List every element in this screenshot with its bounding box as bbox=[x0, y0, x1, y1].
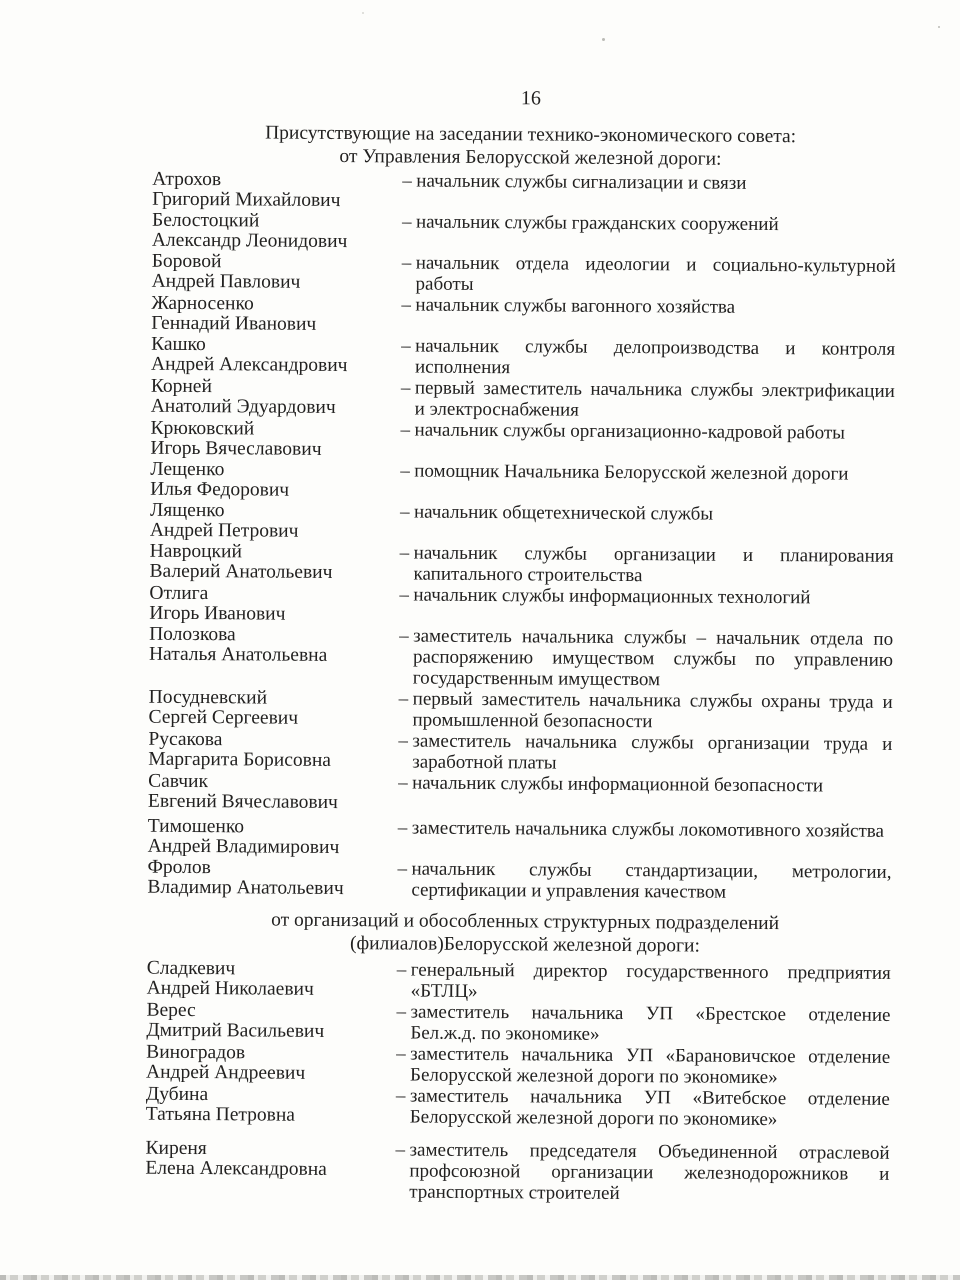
attendee-position bbox=[402, 170, 896, 194]
dash-marker: – bbox=[401, 335, 411, 357]
dash-marker: – bbox=[402, 170, 412, 192]
attendee-name bbox=[150, 541, 400, 584]
attendee-position-text: заместитель начальника УП «Витебское отделение Белорусской железной дороги по экономике» bbox=[409, 1085, 890, 1131]
heading-line: от Управления Белорусской железной дороги: bbox=[339, 146, 722, 170]
attendee-given-names: Андрей Павлович bbox=[151, 270, 301, 293]
attendee-surname: Фролов bbox=[147, 856, 211, 879]
attendee-position-text: начальник отдела идеологии и социально-культурной работы bbox=[415, 252, 896, 295]
attendee-name bbox=[148, 687, 398, 730]
attendee-entry bbox=[152, 210, 896, 256]
attendee-position-text: начальник службы информационной безопасности bbox=[412, 772, 824, 797]
attendee-entry bbox=[148, 729, 892, 776]
attendee-entry bbox=[150, 500, 894, 546]
attendee-position-text: начальник службы делопроизводства и контроля исполнения bbox=[414, 335, 896, 379]
attendee-position-text: генеральный директор государственного предприятия «БТЛЦ» bbox=[410, 959, 891, 1002]
section-management bbox=[0, 120, 960, 905]
attendee-position bbox=[402, 211, 896, 235]
dash-marker: – bbox=[401, 211, 412, 233]
attendee-entry bbox=[146, 1000, 890, 1047]
attendee-position-text: первый заместитель начальника службы электрификации и электроснабжения bbox=[414, 377, 895, 421]
attendee-entry bbox=[148, 816, 892, 862]
attendee-entry bbox=[145, 1138, 889, 1206]
scan-speck bbox=[938, 26, 940, 28]
attendee-position-text: начальник службы стандартизации, метрологии, сертификации и управления качеством bbox=[411, 858, 892, 903]
attendee-name bbox=[148, 729, 398, 772]
dash-marker: – bbox=[397, 817, 408, 839]
scan-speck bbox=[602, 38, 605, 41]
attendee-position bbox=[402, 252, 896, 297]
section-organizations bbox=[0, 907, 957, 1207]
attendee-position-text: помощник Начальника Белорусской железной дороги bbox=[414, 460, 849, 485]
attendee-given-names: Игорь Иванович bbox=[149, 602, 286, 625]
attendee-name bbox=[149, 583, 399, 626]
attendee-position bbox=[398, 730, 892, 775]
attendee-position bbox=[396, 1085, 890, 1130]
attendee-name bbox=[147, 958, 397, 1001]
attendee-list-organizations bbox=[0, 957, 957, 1207]
heading-line: от организаций и обособленных структурных подразделений bbox=[271, 909, 780, 935]
attendee-surname: Атрохов bbox=[152, 168, 222, 191]
attendee-position bbox=[401, 377, 895, 422]
attendee-given-names: Андрей Петрович bbox=[149, 519, 299, 542]
attendee-name bbox=[146, 1000, 396, 1043]
attendee-entry bbox=[147, 857, 891, 904]
dash-marker: – bbox=[399, 542, 410, 564]
dash-marker: – bbox=[396, 959, 407, 981]
attendee-surname: Боровой bbox=[151, 250, 222, 273]
attendee-position-text: заместитель начальника службы – начальник отдела по распоряжению имуществом службы по управлению государственным имуществом bbox=[412, 625, 894, 691]
attendee-given-names: Григорий Михайлович bbox=[152, 188, 341, 212]
attendee-entry bbox=[150, 418, 894, 464]
attendee-given-names: Андрей Владимирович bbox=[147, 835, 340, 859]
section-organizations-heading bbox=[45, 907, 960, 960]
attendee-entry bbox=[146, 1042, 890, 1089]
attendee-surname: Киреня bbox=[145, 1137, 207, 1160]
attendee-position bbox=[399, 625, 893, 691]
attendee-position-text: начальник службы организационно-кадровой работы bbox=[414, 419, 846, 444]
dash-marker: – bbox=[401, 252, 412, 274]
attendee-name bbox=[152, 251, 402, 294]
attendee-position-text: начальник общетехнической службы bbox=[413, 501, 714, 525]
attendee-name bbox=[145, 1138, 395, 1181]
attendee-given-names: Дмитрий Васильевич bbox=[146, 1019, 325, 1042]
dash-marker: – bbox=[400, 419, 411, 441]
attendee-position bbox=[396, 1043, 890, 1088]
attendee-surname: Отлига bbox=[149, 582, 209, 605]
attendee-entry bbox=[149, 583, 893, 629]
dash-marker: – bbox=[398, 730, 408, 752]
attendee-name bbox=[149, 624, 399, 667]
attendee-position-text: начальник службы вагонного хозяйства bbox=[415, 294, 736, 318]
attendee-surname: Русакова bbox=[148, 728, 223, 751]
attendee-position-text: заместитель начальника УП «Брестское отделение Бел.ж.д. по экономике» bbox=[410, 1001, 891, 1045]
attendee-entry bbox=[147, 958, 891, 1005]
attendee-given-names: Андрей Александрович bbox=[150, 353, 348, 377]
attendee-surname: Виноградов bbox=[146, 1041, 246, 1064]
attendee-entry bbox=[151, 334, 895, 381]
attendee-entry bbox=[152, 169, 896, 215]
attendee-position-text: заместитель начальника службы организации труда и заработной платы bbox=[412, 730, 893, 774]
attendee-position bbox=[398, 817, 892, 841]
dash-marker: – bbox=[398, 688, 409, 710]
attendee-position bbox=[396, 1001, 890, 1046]
attendee-given-names: Наталья Анатольевна bbox=[148, 643, 328, 666]
dash-marker: – bbox=[399, 584, 409, 606]
attendee-given-names: Сергей Сергеевич bbox=[148, 706, 299, 729]
attendee-surname: Дубина bbox=[145, 1083, 209, 1106]
attendee-entry bbox=[148, 687, 892, 734]
attendee-given-names: Валерий Анатольевич bbox=[149, 560, 333, 583]
attendee-name bbox=[151, 293, 401, 336]
attendee-name bbox=[152, 210, 402, 253]
attendee-position bbox=[401, 335, 895, 380]
attendee-position bbox=[399, 542, 893, 587]
attendee-surname: Сладкевич bbox=[146, 957, 236, 980]
attendee-entry bbox=[146, 1084, 890, 1131]
attendee-given-names: Андрей Николаевич bbox=[146, 977, 314, 1000]
attendee-position bbox=[398, 772, 892, 796]
attendee-entry bbox=[148, 771, 892, 817]
attendee-position bbox=[400, 501, 894, 525]
attendee-position-text: заместитель начальника службы локомотивного хозяйства bbox=[411, 817, 885, 842]
scanner-edge-artifact bbox=[0, 1275, 960, 1280]
attendee-surname: Лященко bbox=[149, 499, 225, 522]
attendee-name bbox=[151, 376, 401, 419]
attendee-entry bbox=[149, 541, 893, 588]
attendee-name bbox=[150, 500, 400, 543]
dash-marker: – bbox=[399, 625, 409, 647]
attendee-name bbox=[148, 816, 398, 859]
attendee-surname: Посудневский bbox=[148, 686, 268, 709]
attendee-surname: Крюковский bbox=[150, 417, 255, 440]
attendee-surname: Верес bbox=[146, 999, 196, 1022]
section-management-heading bbox=[50, 120, 960, 173]
attendee-position bbox=[398, 688, 892, 733]
attendee-given-names: Анатолий Эдуардович bbox=[150, 395, 336, 418]
attendee-name bbox=[151, 334, 401, 377]
attendee-position bbox=[397, 959, 891, 1004]
attendee-name bbox=[146, 1042, 396, 1085]
attendee-given-names: Владимир Анатольевич bbox=[147, 876, 344, 900]
attendee-name bbox=[152, 169, 402, 212]
attendee-given-names: Андрей Андреевич bbox=[146, 1061, 306, 1084]
attendee-given-names: Маргарита Борисовна bbox=[148, 748, 332, 771]
attendee-entry bbox=[151, 293, 895, 339]
attendee-given-names: Илья Федорович bbox=[150, 478, 290, 501]
attendee-surname: Корней bbox=[150, 375, 213, 398]
heading-line: (филиалов)Белорусской железной дороги: bbox=[349, 933, 700, 957]
dash-marker: – bbox=[396, 1001, 407, 1023]
attendee-position-text: заместитель начальника УП «Барановичское отделение Белорусской железной дороги по экономике» bbox=[409, 1043, 891, 1089]
dash-marker: – bbox=[400, 377, 411, 399]
attendee-position bbox=[401, 294, 895, 318]
dash-marker: – bbox=[400, 460, 410, 482]
scan-speck bbox=[362, 12, 364, 14]
attendee-name bbox=[147, 857, 397, 900]
attendee-entry bbox=[152, 251, 896, 298]
attendee-given-names: Игорь Вячеславович bbox=[150, 437, 322, 460]
dash-marker: – bbox=[396, 1043, 406, 1065]
attendee-entry bbox=[151, 376, 895, 423]
dash-marker: – bbox=[395, 1139, 406, 1161]
dash-marker: – bbox=[399, 501, 410, 523]
attendee-given-names: Геннадий Иванович bbox=[151, 312, 317, 335]
dash-marker: – bbox=[398, 772, 408, 794]
attendee-given-names: Елена Александровна bbox=[145, 1157, 327, 1180]
attendee-entry bbox=[150, 459, 894, 505]
attendee-name bbox=[150, 418, 400, 461]
attendee-position bbox=[397, 858, 891, 903]
attendee-position bbox=[400, 460, 894, 484]
attendee-position-text: начальник службы организации и планирования капитального строительства bbox=[413, 542, 894, 587]
attendee-position-text: первый заместитель начальника службы охраны труда и промышленной безопасности bbox=[412, 688, 893, 733]
attendee-given-names: Евгений Вячеславович bbox=[147, 790, 338, 814]
attendee-surname: Тимошенко bbox=[147, 815, 245, 838]
attendee-position-text: заместитель председателя Объединенной отраслевой профсоюзной организации железнодорожников и транспортных строителей bbox=[409, 1139, 890, 1204]
attendee-position-text: начальник службы гражданских сооружений bbox=[415, 211, 779, 236]
dash-marker: – bbox=[397, 858, 408, 880]
attendee-position-text: начальник службы сигнализации и связи bbox=[416, 170, 747, 194]
attendee-surname: Жарносенко bbox=[151, 292, 254, 315]
attendee-surname: Навроцкий bbox=[149, 540, 243, 563]
heading-line: Присутствующие на заседании технико-экономического совета: bbox=[265, 122, 797, 148]
attendee-surname: Савчик bbox=[148, 770, 209, 793]
attendee-surname: Кашко bbox=[151, 333, 206, 356]
page-number: 16 bbox=[520, 87, 541, 110]
attendee-position-text: начальник службы информационных технологий bbox=[413, 584, 811, 609]
attendee-name bbox=[146, 1084, 396, 1127]
attendee-surname: Полозкова bbox=[149, 623, 236, 646]
attendee-given-names: Александр Леонидович bbox=[151, 229, 348, 253]
dash-marker: – bbox=[395, 1085, 406, 1107]
attendee-position bbox=[400, 419, 894, 443]
attendee-name bbox=[148, 771, 398, 814]
attendee-name bbox=[150, 459, 400, 502]
attendee-surname: Белостоцкий bbox=[151, 209, 260, 232]
dash-marker: – bbox=[401, 294, 412, 316]
attendee-entry bbox=[149, 624, 893, 692]
attendee-list-management bbox=[0, 168, 960, 905]
attendee-surname: Лещенко bbox=[150, 458, 225, 481]
attendee-given-names: Татьяна Петровна bbox=[145, 1103, 296, 1126]
attendee-position bbox=[395, 1139, 889, 1205]
attendee-position bbox=[399, 584, 893, 608]
